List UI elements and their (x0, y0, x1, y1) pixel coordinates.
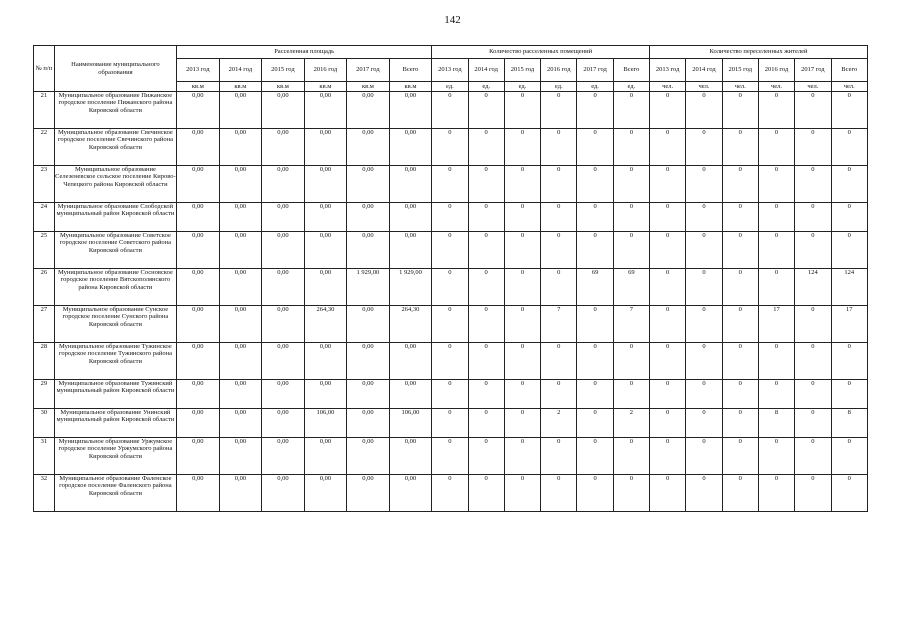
units-value-cell: 2 (541, 409, 577, 438)
units-value-cell: 0 (577, 380, 613, 409)
units-value-cell: 0 (541, 438, 577, 475)
units-value-cell: 0 (432, 92, 468, 129)
area-value-cell: 0,00 (219, 129, 262, 166)
municipality-name: Муниципальное образование Пижанское городское поселение Пижанского района Кировской области (54, 92, 176, 129)
header-unit: ед. (541, 82, 577, 92)
units-value-cell: 0 (541, 203, 577, 232)
units-value-cell: 0 (504, 438, 540, 475)
area-value-cell: 0,00 (177, 306, 220, 343)
municipality-name: Муниципальное образование Слободской муниципальный район Кировской области (54, 203, 176, 232)
people-value-cell: 0 (650, 269, 686, 306)
area-value-cell: 0,00 (177, 380, 220, 409)
units-value-cell: 0 (577, 438, 613, 475)
table-row (34, 475, 868, 512)
people-value-cell: 0 (795, 343, 831, 380)
header-year: Всего (831, 59, 868, 82)
people-value-cell: 0 (795, 166, 831, 203)
people-value-cell: 0 (758, 166, 794, 203)
area-value-cell: 0,00 (219, 409, 262, 438)
area-value-cell: 0,00 (177, 269, 220, 306)
people-value-cell: 0 (722, 203, 758, 232)
municipality-name: Муниципальное образование Унинский муниципальный район Кировской области (54, 409, 176, 438)
people-value-cell: 0 (795, 129, 831, 166)
people-value-cell: 0 (722, 306, 758, 343)
area-value-cell: 0,00 (262, 232, 305, 269)
units-value-cell: 0 (468, 306, 504, 343)
header-unit: кв.м (262, 82, 305, 92)
people-value-cell: 0 (758, 343, 794, 380)
area-value-cell: 0,00 (304, 343, 347, 380)
municipality-name: Муниципальное образование Сосновское городское поселение Вятскополянского района Кировской области (54, 269, 176, 306)
people-value-cell: 0 (795, 475, 831, 512)
people-value-cell: 0 (650, 306, 686, 343)
people-value-cell: 0 (831, 166, 868, 203)
row-number: 26 (34, 269, 55, 306)
header-unit: ед. (468, 82, 504, 92)
area-value-cell: 0,00 (262, 306, 305, 343)
units-value-cell: 0 (504, 92, 540, 129)
header-unit: ед. (432, 82, 468, 92)
people-value-cell: 0 (686, 129, 722, 166)
people-value-cell: 0 (722, 343, 758, 380)
municipality-name: Муниципальное образование Уржумское городское поселение Уржумского района Кировской области (54, 438, 176, 475)
units-value-cell: 0 (541, 129, 577, 166)
units-value-cell: 0 (541, 475, 577, 512)
people-value-cell: 0 (650, 343, 686, 380)
area-value-cell: 106,00 (304, 409, 347, 438)
header-name: Наименование муниципального образования (54, 46, 176, 92)
header-unit: кв.м (347, 82, 390, 92)
people-value-cell: 0 (686, 92, 722, 129)
table-row (34, 203, 868, 232)
units-value-cell: 7 (613, 306, 649, 343)
area-value-cell: 1 929,00 (389, 269, 432, 306)
area-value-cell: 0,00 (177, 203, 220, 232)
units-value-cell: 2 (613, 409, 649, 438)
area-value-cell: 0,00 (177, 129, 220, 166)
people-value-cell: 0 (650, 129, 686, 166)
units-value-cell: 0 (541, 343, 577, 380)
units-value-cell: 0 (504, 203, 540, 232)
row-number: 28 (34, 343, 55, 380)
area-value-cell: 0,00 (177, 232, 220, 269)
header-unit: кв.м (304, 82, 347, 92)
area-value-cell: 0,00 (219, 92, 262, 129)
area-value-cell: 0,00 (389, 232, 432, 269)
area-value-cell: 0,00 (389, 203, 432, 232)
units-value-cell: 0 (504, 166, 540, 203)
units-value-cell: 0 (432, 343, 468, 380)
units-value-cell: 0 (613, 343, 649, 380)
area-value-cell: 0,00 (347, 166, 390, 203)
people-value-cell: 0 (650, 203, 686, 232)
table-row (34, 306, 868, 343)
header-unit: чел. (722, 82, 758, 92)
header-year: 2017 год (577, 59, 613, 82)
units-value-cell: 0 (504, 475, 540, 512)
people-value-cell: 0 (722, 475, 758, 512)
people-value-cell: 0 (722, 166, 758, 203)
area-value-cell: 0,00 (304, 166, 347, 203)
header-year: 2016 год (541, 59, 577, 82)
area-value-cell: 0,00 (219, 475, 262, 512)
people-value-cell: 0 (686, 343, 722, 380)
units-value-cell: 0 (577, 92, 613, 129)
people-value-cell: 0 (795, 380, 831, 409)
people-value-cell: 0 (831, 475, 868, 512)
table-row (34, 380, 868, 409)
people-value-cell: 0 (650, 438, 686, 475)
municipality-name: Муниципальное образование Селезеневское сельское поселение Кирово-Чепецкого района Кировской области (54, 166, 176, 203)
page-number: 142 (444, 14, 461, 26)
area-value-cell: 0,00 (219, 166, 262, 203)
area-value-cell: 0,00 (262, 438, 305, 475)
area-value-cell: 0,00 (347, 380, 390, 409)
people-value-cell: 0 (722, 438, 758, 475)
units-value-cell: 0 (432, 380, 468, 409)
area-value-cell: 0,00 (262, 475, 305, 512)
area-value-cell: 0,00 (389, 380, 432, 409)
area-value-cell: 0,00 (262, 343, 305, 380)
header-year: 2013 год (432, 59, 468, 82)
people-value-cell: 8 (758, 409, 794, 438)
area-value-cell: 0,00 (304, 203, 347, 232)
people-value-cell: 0 (831, 343, 868, 380)
header-no: № п/п (34, 46, 55, 92)
area-value-cell: 0,00 (219, 203, 262, 232)
units-value-cell: 0 (504, 232, 540, 269)
units-value-cell: 0 (468, 269, 504, 306)
units-value-cell: 0 (504, 269, 540, 306)
municipality-name: Муниципальное образование Тужинское городское поселение Тужинского района Кировской области (54, 343, 176, 380)
row-number: 23 (34, 166, 55, 203)
people-value-cell: 0 (722, 269, 758, 306)
people-value-cell: 0 (758, 203, 794, 232)
units-value-cell: 0 (577, 129, 613, 166)
units-value-cell: 0 (468, 129, 504, 166)
people-value-cell: 0 (722, 409, 758, 438)
people-value-cell: 17 (758, 306, 794, 343)
area-value-cell: 0,00 (347, 475, 390, 512)
units-value-cell: 69 (577, 269, 613, 306)
area-value-cell: 0,00 (347, 343, 390, 380)
people-value-cell: 0 (650, 166, 686, 203)
row-number: 30 (34, 409, 55, 438)
row-number: 25 (34, 232, 55, 269)
people-value-cell: 0 (795, 203, 831, 232)
people-value-cell: 124 (795, 269, 831, 306)
people-value-cell: 0 (758, 380, 794, 409)
people-value-cell: 0 (686, 380, 722, 409)
people-value-cell: 0 (722, 129, 758, 166)
units-value-cell: 0 (432, 306, 468, 343)
units-value-cell: 0 (613, 438, 649, 475)
units-value-cell: 0 (504, 409, 540, 438)
people-value-cell: 0 (831, 232, 868, 269)
units-value-cell: 0 (432, 129, 468, 166)
people-value-cell: 0 (795, 438, 831, 475)
units-value-cell: 0 (541, 269, 577, 306)
units-value-cell: 0 (613, 166, 649, 203)
table-row (34, 166, 868, 203)
area-value-cell: 0,00 (389, 166, 432, 203)
row-number: 32 (34, 475, 55, 512)
units-value-cell: 0 (432, 475, 468, 512)
header-unit: ед. (504, 82, 540, 92)
row-number: 31 (34, 438, 55, 475)
people-value-cell: 0 (722, 232, 758, 269)
area-value-cell: 0,00 (389, 475, 432, 512)
people-value-cell: 0 (722, 92, 758, 129)
area-value-cell: 0,00 (304, 475, 347, 512)
units-value-cell: 69 (613, 269, 649, 306)
units-value-cell: 0 (577, 475, 613, 512)
units-value-cell: 0 (541, 380, 577, 409)
units-value-cell: 0 (541, 166, 577, 203)
units-value-cell: 0 (432, 203, 468, 232)
area-value-cell: 0,00 (262, 409, 305, 438)
people-value-cell: 0 (831, 203, 868, 232)
people-value-cell: 0 (686, 203, 722, 232)
area-value-cell: 0,00 (389, 129, 432, 166)
table-row (34, 409, 868, 438)
area-value-cell: 0,00 (262, 380, 305, 409)
municipality-name: Муниципальное образование Сунское городское поселение Сунского района Кировской области (54, 306, 176, 343)
area-value-cell: 0,00 (219, 269, 262, 306)
units-value-cell: 0 (504, 343, 540, 380)
municipality-name: Муниципальное образование Тужинский муниципальный район Кировской области (54, 380, 176, 409)
people-value-cell: 0 (831, 380, 868, 409)
row-number: 22 (34, 129, 55, 166)
municipality-name: Муниципальное образование Свечинское городское поселение Свечинского района Кировской области (54, 129, 176, 166)
area-value-cell: 0,00 (389, 438, 432, 475)
people-value-cell: 0 (758, 92, 794, 129)
header-unit: чел. (758, 82, 794, 92)
area-value-cell: 0,00 (347, 306, 390, 343)
people-value-cell: 0 (686, 438, 722, 475)
area-value-cell: 0,00 (304, 269, 347, 306)
header-year: 2015 год (722, 59, 758, 82)
area-value-cell: 0,00 (177, 475, 220, 512)
people-value-cell: 0 (758, 129, 794, 166)
units-value-cell: 0 (541, 232, 577, 269)
area-value-cell: 0,00 (304, 129, 347, 166)
units-value-cell: 0 (468, 203, 504, 232)
people-value-cell: 0 (831, 438, 868, 475)
area-value-cell: 0,00 (347, 438, 390, 475)
people-value-cell: 0 (650, 232, 686, 269)
people-value-cell: 0 (795, 409, 831, 438)
header-year: Всего (389, 59, 432, 82)
area-value-cell: 0,00 (177, 343, 220, 380)
municipality-name: Муниципальное образование Фаленское городское поселение Фаленского района Кировской области (54, 475, 176, 512)
header-unit: чел. (686, 82, 722, 92)
units-value-cell: 0 (432, 232, 468, 269)
area-value-cell: 0,00 (389, 343, 432, 380)
header-group-people: Количество переселенных жителей (650, 46, 868, 59)
units-value-cell: 0 (613, 475, 649, 512)
row-number: 27 (34, 306, 55, 343)
area-value-cell: 0,00 (262, 269, 305, 306)
people-value-cell: 0 (795, 92, 831, 129)
area-value-cell: 0,00 (347, 129, 390, 166)
units-value-cell: 0 (577, 343, 613, 380)
area-value-cell: 0,00 (262, 92, 305, 129)
table-row (34, 92, 868, 129)
area-value-cell: 0,00 (219, 438, 262, 475)
units-value-cell: 0 (468, 232, 504, 269)
area-value-cell: 0,00 (262, 166, 305, 203)
table-row (34, 438, 868, 475)
people-value-cell: 0 (758, 475, 794, 512)
units-value-cell: 0 (468, 166, 504, 203)
units-value-cell: 0 (577, 306, 613, 343)
area-value-cell: 106,00 (389, 409, 432, 438)
row-number: 24 (34, 203, 55, 232)
units-value-cell: 0 (504, 306, 540, 343)
people-value-cell: 0 (758, 232, 794, 269)
header-unit: кв.м (219, 82, 262, 92)
units-value-cell: 0 (468, 343, 504, 380)
header-unit: кв.м (177, 82, 220, 92)
area-value-cell: 0,00 (304, 380, 347, 409)
people-value-cell: 0 (758, 438, 794, 475)
header-unit: чел. (795, 82, 831, 92)
header-year: 2017 год (795, 59, 831, 82)
people-value-cell: 0 (650, 409, 686, 438)
header-unit: ед. (577, 82, 613, 92)
header-year: 2015 год (262, 59, 305, 82)
header-unit: ед. (613, 82, 649, 92)
area-value-cell: 0,00 (219, 232, 262, 269)
people-value-cell: 0 (686, 269, 722, 306)
row-number: 29 (34, 380, 55, 409)
area-value-cell: 0,00 (347, 92, 390, 129)
units-value-cell: 0 (432, 438, 468, 475)
table-row (34, 343, 868, 380)
people-value-cell: 0 (650, 380, 686, 409)
people-value-cell: 8 (831, 409, 868, 438)
people-value-cell: 0 (686, 409, 722, 438)
people-value-cell: 0 (831, 129, 868, 166)
people-value-cell: 0 (686, 475, 722, 512)
header-year: Всего (613, 59, 649, 82)
units-value-cell: 0 (468, 475, 504, 512)
units-value-cell: 0 (541, 92, 577, 129)
area-value-cell: 0,00 (304, 232, 347, 269)
units-value-cell: 0 (432, 166, 468, 203)
people-value-cell: 0 (650, 92, 686, 129)
units-value-cell: 0 (577, 232, 613, 269)
header-year: 2013 год (177, 59, 220, 82)
units-value-cell: 0 (613, 232, 649, 269)
units-value-cell: 0 (613, 203, 649, 232)
table-row (34, 232, 868, 269)
area-value-cell: 264,30 (304, 306, 347, 343)
units-value-cell: 0 (613, 92, 649, 129)
header-year: 2015 год (504, 59, 540, 82)
header-year: 2014 год (686, 59, 722, 82)
area-value-cell: 264,30 (389, 306, 432, 343)
header-year: 2014 год (468, 59, 504, 82)
units-value-cell: 0 (432, 269, 468, 306)
header-group-units: Количество расселенных помещений (432, 46, 650, 59)
people-value-cell: 17 (831, 306, 868, 343)
people-value-cell: 0 (686, 232, 722, 269)
units-value-cell: 0 (468, 409, 504, 438)
header-year: 2016 год (758, 59, 794, 82)
area-value-cell: 0,00 (177, 438, 220, 475)
area-value-cell: 0,00 (177, 166, 220, 203)
area-value-cell: 0,00 (219, 306, 262, 343)
units-value-cell: 0 (504, 380, 540, 409)
municipality-name: Муниципальное образование Советское городское поселение Советского района Кировской области (54, 232, 176, 269)
units-value-cell: 0 (468, 380, 504, 409)
people-value-cell: 0 (758, 269, 794, 306)
area-value-cell: 0,00 (177, 409, 220, 438)
area-value-cell: 1 929,00 (347, 269, 390, 306)
people-value-cell: 0 (795, 232, 831, 269)
header-unit: кв.м (389, 82, 432, 92)
area-value-cell: 0,00 (219, 343, 262, 380)
units-value-cell: 0 (468, 92, 504, 129)
area-value-cell: 0,00 (347, 232, 390, 269)
units-value-cell: 0 (613, 129, 649, 166)
header-year: 2014 год (219, 59, 262, 82)
units-value-cell: 0 (577, 203, 613, 232)
people-value-cell: 0 (795, 306, 831, 343)
area-value-cell: 0,00 (177, 92, 220, 129)
area-value-cell: 0,00 (262, 129, 305, 166)
people-value-cell: 0 (650, 475, 686, 512)
area-value-cell: 0,00 (304, 438, 347, 475)
header-year: 2013 год (650, 59, 686, 82)
area-value-cell: 0,00 (389, 92, 432, 129)
units-value-cell: 0 (468, 438, 504, 475)
people-value-cell: 0 (686, 166, 722, 203)
header-unit: чел. (831, 82, 868, 92)
units-value-cell: 0 (432, 409, 468, 438)
header-year: 2017 год (347, 59, 390, 82)
header-year: 2016 год (304, 59, 347, 82)
resettlement-table (33, 45, 868, 512)
units-value-cell: 0 (504, 129, 540, 166)
area-value-cell: 0,00 (219, 380, 262, 409)
header-unit: чел. (650, 82, 686, 92)
header-group-area: Расселенная площадь (177, 46, 432, 59)
area-value-cell: 0,00 (304, 92, 347, 129)
area-value-cell: 0,00 (347, 203, 390, 232)
table-row (34, 129, 868, 166)
units-value-cell: 0 (577, 409, 613, 438)
people-value-cell: 0 (831, 92, 868, 129)
area-value-cell: 0,00 (347, 409, 390, 438)
people-value-cell: 124 (831, 269, 868, 306)
row-number: 21 (34, 92, 55, 129)
units-value-cell: 0 (613, 380, 649, 409)
people-value-cell: 0 (686, 306, 722, 343)
units-value-cell: 0 (577, 166, 613, 203)
units-value-cell: 7 (541, 306, 577, 343)
table-row (34, 269, 868, 306)
area-value-cell: 0,00 (262, 203, 305, 232)
people-value-cell: 0 (722, 380, 758, 409)
